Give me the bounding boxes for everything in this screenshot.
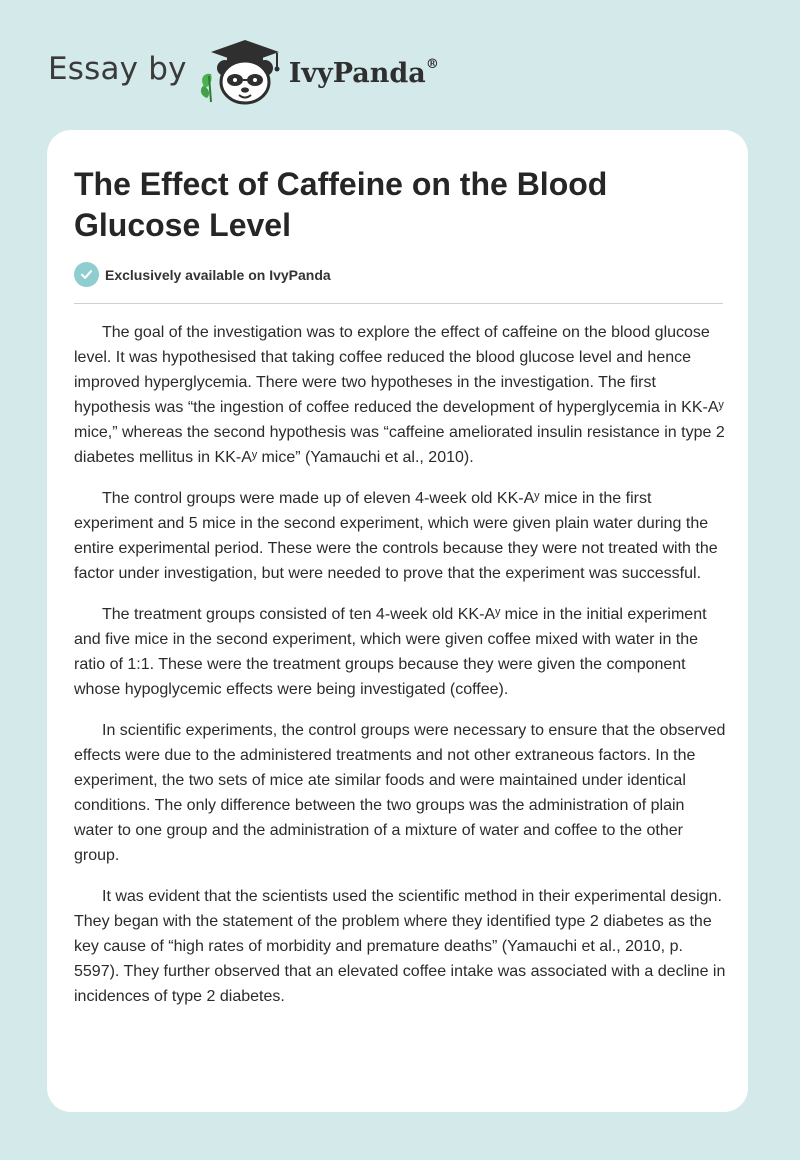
essay-card: [47, 130, 748, 1112]
brand-name: IvyPanda®: [288, 56, 439, 89]
exclusive-badge: [74, 262, 331, 287]
paragraph: It was evident that the scientists used the scientific method in their experimental design. They began with the statement of the problem where they identified type 2 diabetes as the key cause of “high rates of morbidity and premature deaths” (Yamauchi et al., 2010, p. 5597). They further observed that an elevated coffee intake was associated with a decline in incidences of type 2 diabetes.: [74, 888, 726, 1005]
divider: [74, 303, 723, 304]
essay-body: [74, 320, 726, 1025]
exclusive-label: Exclusively available on IvyPanda: [105, 266, 331, 283]
essay-title: The Effect of Caffeine on the Blood Glucose Level: [74, 166, 608, 243]
paragraph: The control groups were made up of eleven 4-week old KK-Aʸ mice in the first experiment and 5 mice in the second experiment, which were given plain water during the entire experimental period. These were the controls because they were not treated with the factor under investigation, but were needed to prove that the experiment was successful.: [74, 490, 718, 582]
paragraph: The treatment groups consisted of ten 4-week old KK-Aʸ mice in the initial experiment and five mice in the second experiment, which were given coffee mixed with water in the ratio of 1:1. These were the treatment groups because they were given the component whose hypoglycemic effects were being investigated (coffee).: [74, 606, 707, 698]
brand-prefix: Essay by: [48, 51, 187, 87]
paragraph: The goal of the investigation was to explore the effect of caffeine on the blood glucose level. It was hypothesised that taking coffee reduced the blood glucose level and hence improved hyperglycemia. There were two hypotheses in the investigation. The first hypothesis was “the ingestion of coffee reduced the development of hyperglycemia in KK-Aʸ mice,” whereas the second hypothesis was “caffeine ameliorated insulin resistance in type 2 diabetes mellitus in KK-Aʸ mice” (Yamauchi et al., 2010).: [74, 324, 725, 466]
paragraph: In scientific experiments, the control groups were necessary to ensure that the observed effects were due to the administered treatments and not other extraneous factors. In the experiment, the two sets of mice ate similar foods and were maintained under identical conditions. The only difference between the two groups was the administration of plain water to one group and the administration of a mixture of water and coffee to the other group.: [74, 722, 726, 864]
brand-header: [48, 36, 439, 106]
check-circle-icon: [74, 262, 99, 287]
panda-logo-icon: [197, 36, 293, 106]
